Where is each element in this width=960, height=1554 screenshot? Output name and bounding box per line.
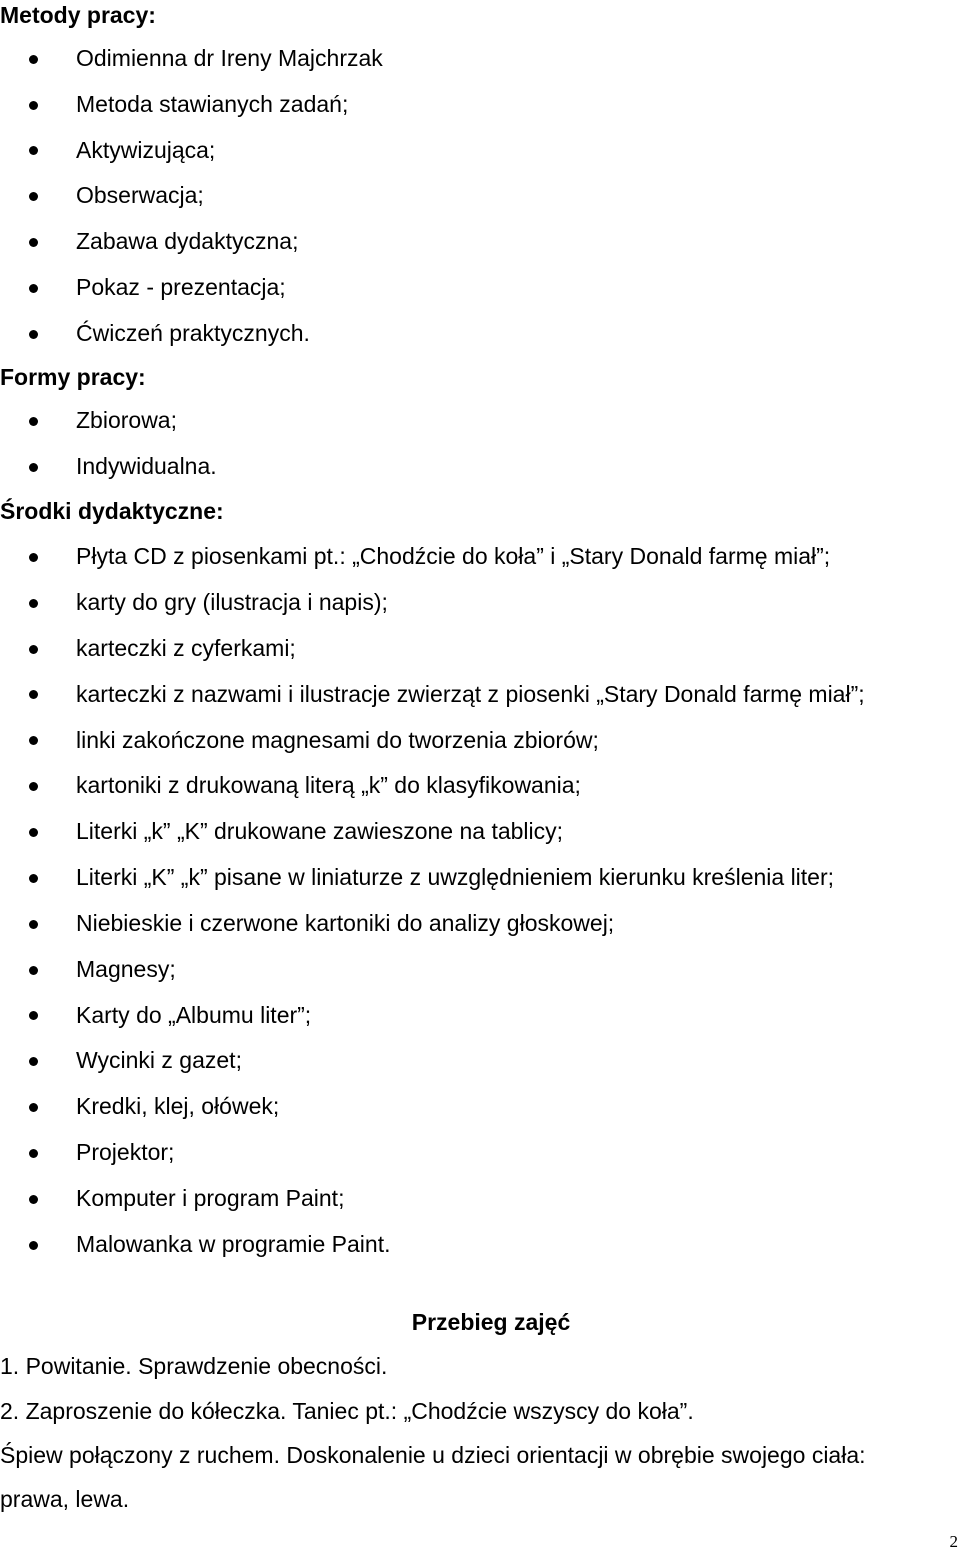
- list-item: [0, 173, 960, 219]
- list-item: [0, 672, 960, 718]
- list-item-text: Niebieskie i czerwone kartoniki do analizy głoskowej;: [76, 909, 615, 936]
- list-item: [0, 717, 960, 763]
- means-heading: Środki dydaktyczne:: [0, 498, 224, 524]
- list-item: [0, 855, 960, 901]
- list-item-text: kartoniki z drukowaną literą „k” do klasyfikowania;: [76, 772, 581, 799]
- bullet-icon: [29, 920, 38, 929]
- bullet-icon: [29, 828, 38, 837]
- bullet-icon: [29, 417, 38, 426]
- list-item: [0, 992, 960, 1038]
- bullet-icon: [29, 55, 38, 64]
- methods-heading: Metody pracy:: [0, 2, 156, 28]
- list-item-text: Wycinki z gazet;: [76, 1047, 242, 1074]
- bullet-icon: [29, 874, 38, 883]
- list-item: [0, 311, 960, 357]
- bullet-icon: [29, 192, 38, 201]
- bullet-icon: [29, 1011, 38, 1020]
- list-item-text: Komputer i program Paint;: [76, 1184, 345, 1211]
- lesson-line: prawa, lewa.: [0, 1486, 130, 1512]
- bullet-icon: [29, 645, 38, 654]
- bullet-icon: [29, 1057, 38, 1066]
- list-item: [0, 1176, 960, 1222]
- list-item-text: Indywidualna.: [76, 452, 217, 479]
- bullet-icon: [29, 463, 38, 472]
- lesson-line: 1. Powitanie. Sprawdzenie obecności.: [0, 1353, 388, 1379]
- forms-list: [0, 398, 960, 490]
- list-item: [0, 1038, 960, 1084]
- list-item-text: Literki „k” „K” drukowane zawieszone na tablicy;: [76, 818, 564, 845]
- bullet-icon: [29, 284, 38, 293]
- list-item: [0, 444, 960, 490]
- list-item-text: Ćwiczeń praktycznych.: [76, 319, 310, 346]
- list-item: [0, 1084, 960, 1130]
- bullet-icon: [29, 330, 38, 339]
- list-item-text: Zabawa dydaktyczna;: [76, 228, 299, 255]
- list-item-text: Pokaz - prezentacja;: [76, 274, 286, 301]
- list-item: [0, 947, 960, 993]
- bullet-icon: [29, 599, 38, 608]
- list-item: [0, 265, 960, 311]
- list-item-text: karteczki z cyferkami;: [76, 634, 296, 661]
- list-item-text: Obserwacja;: [76, 182, 204, 209]
- methods-list: [0, 36, 960, 357]
- list-item: [0, 1130, 960, 1176]
- bullet-icon: [29, 782, 38, 791]
- list-item-text: linki zakończone magnesami do tworzenia zbiorów;: [76, 726, 599, 753]
- list-item: [0, 763, 960, 809]
- bullet-icon: [29, 1103, 38, 1112]
- bullet-icon: [29, 1149, 38, 1158]
- list-item-text: Literki „K” „k” pisane w liniaturze z uwzględnieniem kierunku kreślenia liter;: [76, 864, 835, 891]
- page-number: 2: [949, 1531, 958, 1551]
- bullet-icon: [29, 101, 38, 110]
- list-item: [0, 580, 960, 626]
- bullet-icon: [29, 966, 38, 975]
- forms-heading: Formy pracy:: [0, 364, 146, 390]
- list-item: [0, 219, 960, 265]
- lesson-line: 2. Zaproszenie do kółeczka. Taniec pt.: „Chodźcie wszyscy do koła”.: [0, 1398, 694, 1424]
- lesson-line: Śpiew połączony z ruchem. Doskonalenie u dzieci orientacji w obrębie swojego ciała:: [0, 1442, 866, 1468]
- list-item-text: Kredki, klej, ołówek;: [76, 1093, 280, 1120]
- list-item-text: Projektor;: [76, 1139, 175, 1166]
- list-item-text: Płyta CD z piosenkami pt.: „Chodźcie do koła” i „Stary Donald farmę miał”;: [76, 543, 831, 570]
- list-item-text: Zbiorowa;: [76, 407, 177, 434]
- bullet-icon: [29, 736, 38, 745]
- bullet-icon: [29, 553, 38, 562]
- list-item-text: Metoda stawianych zadań;: [76, 90, 349, 117]
- bullet-icon: [29, 1241, 38, 1250]
- list-item-text: Magnesy;: [76, 955, 176, 982]
- list-item: [0, 809, 960, 855]
- lesson-heading: Przebieg zajęć: [411, 1309, 571, 1335]
- list-item: [0, 534, 960, 580]
- list-item-text: karteczki z nazwami i ilustracje zwierząt z piosenki „Stary Donald farmę miał”;: [76, 680, 865, 707]
- list-item-text: Aktywizująca;: [76, 136, 216, 163]
- list-item: [0, 901, 960, 947]
- list-item: [0, 82, 960, 128]
- list-item-text: Odimienna dr Ireny Majchrzak: [76, 45, 383, 72]
- bullet-icon: [29, 146, 38, 155]
- list-item: [0, 36, 960, 82]
- list-item: [0, 128, 960, 174]
- list-item: [0, 398, 960, 444]
- bullet-icon: [29, 1195, 38, 1204]
- bullet-icon: [29, 238, 38, 247]
- list-item-text: karty do gry (ilustracja i napis);: [76, 588, 388, 615]
- list-item-text: Karty do „Albumu liter”;: [76, 1001, 312, 1028]
- means-list: [0, 534, 960, 1268]
- bullet-icon: [29, 690, 38, 699]
- list-item: [0, 1222, 960, 1268]
- list-item-text: Malowanka w programie Paint.: [76, 1230, 391, 1257]
- list-item: [0, 626, 960, 672]
